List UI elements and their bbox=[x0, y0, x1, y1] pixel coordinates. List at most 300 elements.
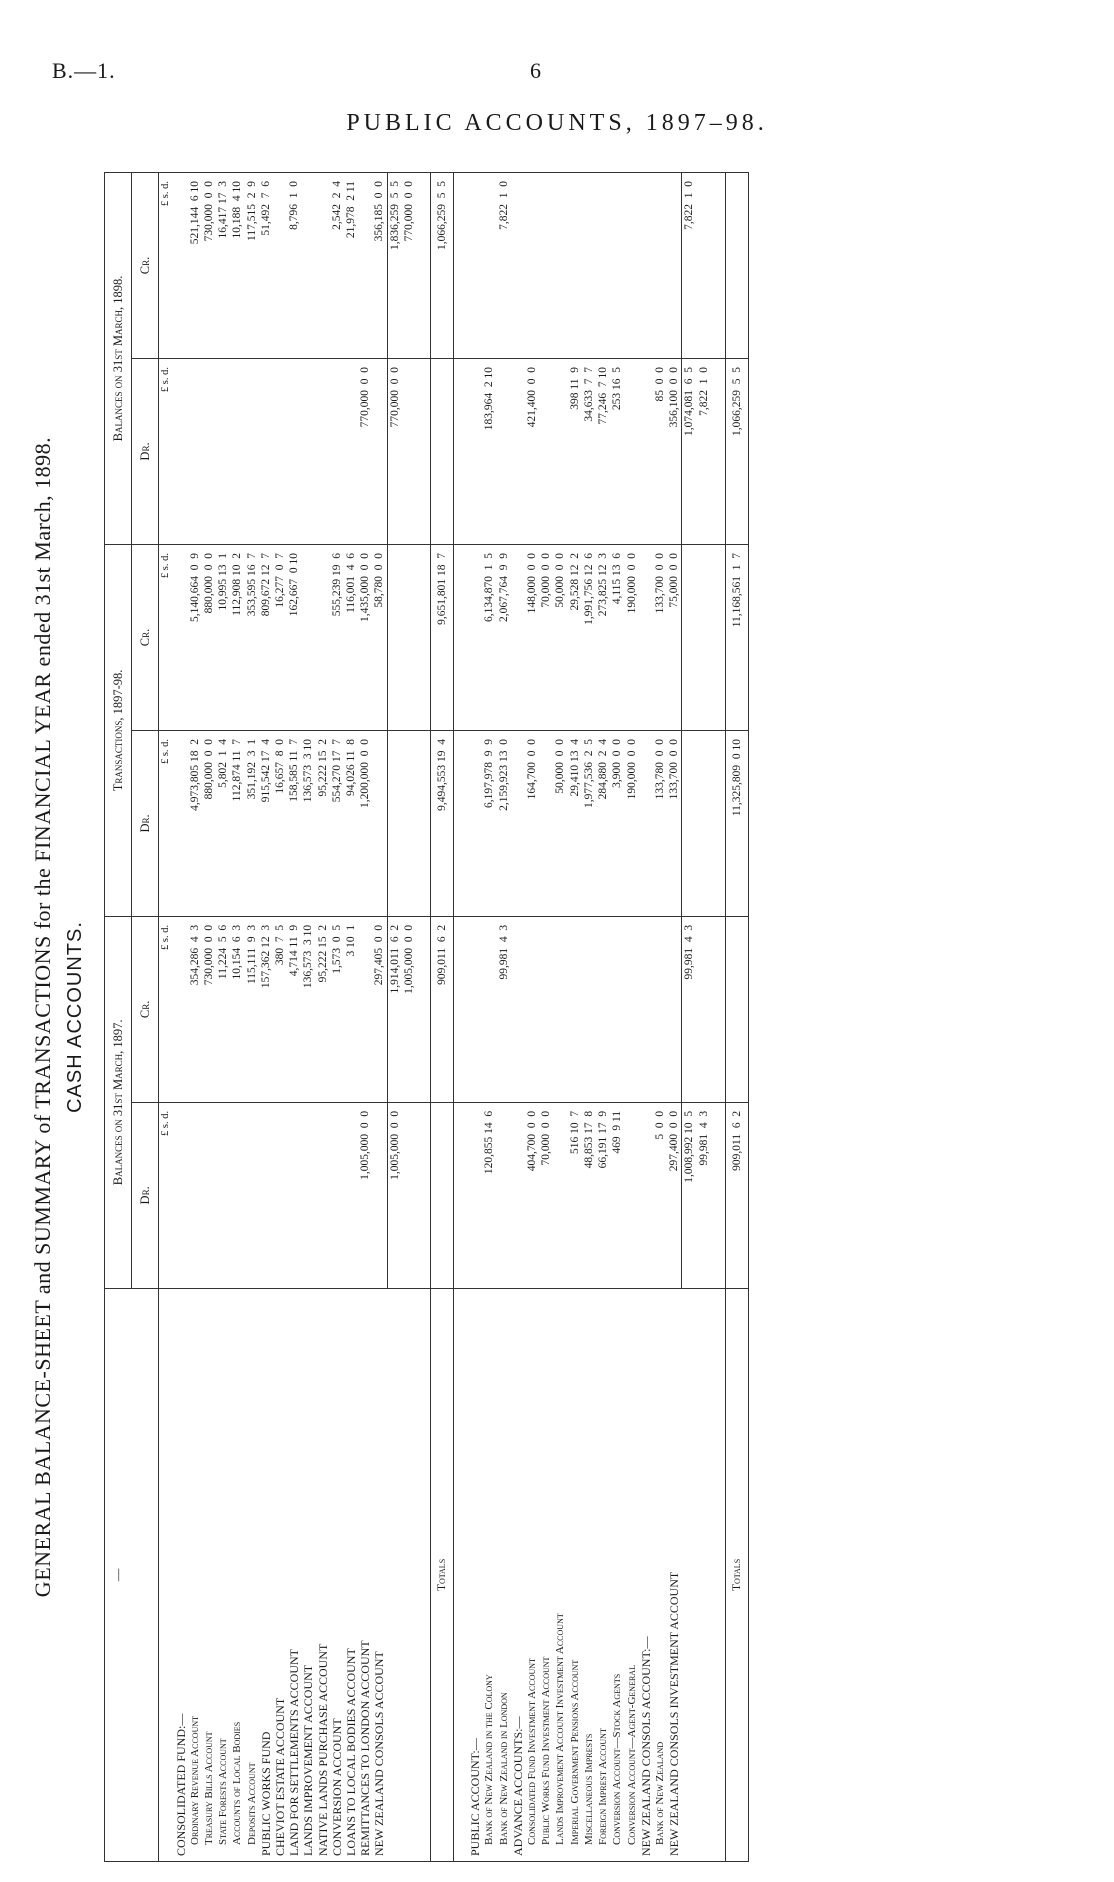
table-row bbox=[245, 173, 259, 1862]
table-row bbox=[667, 173, 682, 1862]
sheet-subtitle: CASH ACCOUNTS. bbox=[64, 921, 86, 1113]
amount-cell bbox=[697, 173, 711, 359]
amount-cell bbox=[582, 916, 596, 1102]
amount-cell bbox=[625, 359, 639, 545]
account-label: NEW ZEALAND CONSOLS INVESTMENT ACCOUNT bbox=[667, 1288, 682, 1861]
amount-cell: 99,981 4 3 bbox=[497, 916, 511, 1102]
amount-cell: 157,362 12 3 bbox=[259, 916, 273, 1102]
account-label: Totals bbox=[431, 1288, 454, 1861]
units-label: £ s. d. bbox=[159, 1102, 174, 1288]
account-label: Bank of New Zealand bbox=[653, 1288, 667, 1861]
amount-cell: 162,667 0 10 bbox=[287, 544, 301, 730]
amount-cell: 112,908 10 2 bbox=[230, 544, 244, 730]
amount-cell: 16,657 8 0 bbox=[273, 730, 287, 916]
amount-cell: 11,224 5 6 bbox=[216, 916, 230, 1102]
amount-cell: 1,005,000 0 0 bbox=[358, 1102, 372, 1288]
account-label: Public Works Fund Investment Account bbox=[539, 1288, 553, 1861]
dr-header: Dr. bbox=[132, 1102, 159, 1288]
amount-cell: 1,991,756 12 6 bbox=[582, 544, 596, 730]
amount-cell: 354,286 4 3 bbox=[188, 916, 202, 1102]
amount-cell: 51,492 7 6 bbox=[259, 173, 273, 359]
amount-cell: 77,246 7 10 bbox=[596, 359, 610, 545]
amount-cell bbox=[468, 730, 482, 916]
amount-cell bbox=[539, 730, 553, 916]
amount-cell: 915,542 17 4 bbox=[259, 730, 273, 916]
amount-cell bbox=[287, 1102, 301, 1288]
amount-cell: 469 9 11 bbox=[610, 1102, 624, 1288]
amount-cell: 115,111 9 3 bbox=[245, 916, 259, 1102]
amount-cell bbox=[316, 173, 330, 359]
amount-cell bbox=[582, 173, 596, 359]
account-label: LAND FOR SETTLEMENTS ACCOUNT bbox=[287, 1288, 301, 1861]
amount-cell: 99,981 4 3 bbox=[682, 916, 697, 1102]
amount-cell bbox=[387, 730, 402, 916]
amount-cell: 133,700 0 0 bbox=[667, 730, 682, 916]
table-row bbox=[525, 173, 539, 1862]
table-row bbox=[568, 173, 582, 1862]
amount-cell bbox=[273, 173, 287, 359]
amount-cell: 148,000 0 0 bbox=[525, 544, 539, 730]
units-label: £ s. d. bbox=[159, 173, 174, 359]
amount-cell: 809,672 12 7 bbox=[259, 544, 273, 730]
amount-cell bbox=[682, 544, 697, 730]
amount-cell: 1,008,992 10 5 bbox=[682, 1102, 697, 1288]
amount-cell bbox=[511, 359, 525, 545]
transactions-header: Transactions, 1897-98. bbox=[105, 544, 132, 916]
amount-cell: 133,780 0 0 bbox=[653, 730, 667, 916]
amount-cell bbox=[330, 359, 344, 545]
amount-cell bbox=[482, 916, 496, 1102]
amount-cell bbox=[725, 916, 748, 1102]
amount-cell: 770,000 0 0 bbox=[358, 359, 372, 545]
account-label: Treasury Bills Account bbox=[202, 1288, 216, 1861]
amount-cell bbox=[216, 1102, 230, 1288]
spacer-row bbox=[711, 173, 726, 1862]
account-label: NATIVE LANDS PURCHASE ACCOUNT bbox=[316, 1288, 330, 1861]
amount-cell: 1,066,259 5 5 bbox=[431, 173, 454, 359]
amount-cell bbox=[653, 173, 667, 359]
amount-cell bbox=[402, 1102, 416, 1288]
amount-cell: 297,400 0 0 bbox=[667, 1102, 682, 1288]
amount-cell bbox=[667, 173, 682, 359]
account-label: Deposits Account bbox=[245, 1288, 259, 1861]
amount-cell bbox=[273, 359, 287, 545]
table-row bbox=[582, 173, 596, 1862]
amount-cell: 4,714 11 9 bbox=[287, 916, 301, 1102]
amount-cell: 5,802 1 4 bbox=[216, 730, 230, 916]
amount-cell: 2,067,764 9 9 bbox=[497, 544, 511, 730]
account-label: Bank of New Zealand in London bbox=[497, 1288, 511, 1861]
page-number: 6 bbox=[530, 58, 541, 83]
amount-cell bbox=[402, 359, 416, 545]
amount-cell bbox=[259, 359, 273, 545]
amount-cell bbox=[610, 916, 624, 1102]
account-label: PUBLIC WORKS FUND bbox=[259, 1288, 273, 1861]
amount-cell bbox=[468, 916, 482, 1102]
amount-cell bbox=[202, 359, 216, 545]
amount-cell: 70,000 0 0 bbox=[539, 1102, 553, 1288]
amount-cell: 1,914,011 6 2 bbox=[387, 916, 402, 1102]
table-row bbox=[539, 173, 553, 1862]
table-row bbox=[482, 173, 496, 1862]
amount-cell: 70,000 0 0 bbox=[539, 544, 553, 730]
amount-cell: 95,222 15 2 bbox=[316, 916, 330, 1102]
amount-cell: 2,542 2 4 bbox=[330, 173, 344, 359]
account-label: Lands Improvement Account Investment Account bbox=[553, 1288, 567, 1861]
table-row bbox=[596, 173, 610, 1862]
amount-cell: 380 7 5 bbox=[273, 916, 287, 1102]
amount-cell: 117,515 2 9 bbox=[245, 173, 259, 359]
amount-cell: 5 0 0 bbox=[653, 1102, 667, 1288]
amount-cell: 880,000 0 0 bbox=[202, 544, 216, 730]
amount-cell: 75,000 0 0 bbox=[667, 544, 682, 730]
account-label: Conversion Account—Agent-General bbox=[625, 1288, 639, 1861]
cr-header: Cr. bbox=[132, 544, 159, 730]
amount-cell bbox=[372, 1102, 387, 1288]
amount-cell bbox=[596, 916, 610, 1102]
amount-cell bbox=[230, 359, 244, 545]
table-row bbox=[372, 173, 387, 1862]
amount-cell bbox=[553, 916, 567, 1102]
amount-cell: 356,185 0 0 bbox=[372, 173, 387, 359]
amount-cell bbox=[568, 916, 582, 1102]
amount-cell bbox=[468, 359, 482, 545]
account-label: Foreign Imprest Account bbox=[596, 1288, 610, 1861]
amount-cell: 10,995 13 1 bbox=[216, 544, 230, 730]
amount-cell: 7,822 1 0 bbox=[497, 173, 511, 359]
account-label: ADVANCE ACCOUNTS:— bbox=[511, 1288, 525, 1861]
amount-cell bbox=[259, 1102, 273, 1288]
amount-cell: 730,000 0 0 bbox=[202, 173, 216, 359]
amount-cell bbox=[511, 916, 525, 1102]
amount-cell: 10,188 4 10 bbox=[230, 173, 244, 359]
amount-cell bbox=[697, 730, 711, 916]
dr-header: Dr. bbox=[132, 359, 159, 545]
amount-cell: 11,325,809 0 10 bbox=[725, 730, 748, 916]
table-body bbox=[159, 173, 749, 1862]
table-row bbox=[316, 173, 330, 1862]
section-heading-row bbox=[511, 173, 525, 1862]
account-label bbox=[682, 1288, 697, 1861]
table-row bbox=[273, 173, 287, 1862]
amount-cell bbox=[625, 916, 639, 1102]
account-label: Totals bbox=[725, 1288, 748, 1861]
amount-cell: 158,585 11 7 bbox=[287, 730, 301, 916]
amount-cell bbox=[316, 359, 330, 545]
amount-cell: 1,200,000 0 0 bbox=[358, 730, 372, 916]
account-label: CHEVIOT ESTATE ACCOUNT bbox=[273, 1288, 287, 1861]
amount-cell bbox=[468, 544, 482, 730]
amount-cell bbox=[511, 1102, 525, 1288]
amount-cell: 284,880 2 4 bbox=[596, 730, 610, 916]
amount-cell: 66,191 17 9 bbox=[596, 1102, 610, 1288]
amount-cell bbox=[639, 1102, 653, 1288]
table-row bbox=[497, 173, 511, 1862]
amount-cell: 555,239 19 6 bbox=[330, 544, 344, 730]
amount-cell bbox=[596, 173, 610, 359]
amount-cell bbox=[402, 544, 416, 730]
units-label: £ s. d. bbox=[159, 544, 174, 730]
amount-cell: 4,973,805 18 2 bbox=[188, 730, 202, 916]
amount-cell bbox=[725, 173, 748, 359]
amount-cell bbox=[682, 730, 697, 916]
balances-1898-header: Balances on 31st March, 1898. bbox=[105, 173, 132, 545]
amount-cell: 6,134,870 1 5 bbox=[482, 544, 496, 730]
amount-cell: 85 0 0 bbox=[653, 359, 667, 545]
section-heading-row bbox=[174, 173, 188, 1862]
amount-cell bbox=[431, 1102, 454, 1288]
amount-cell: 1,005,000 0 0 bbox=[402, 916, 416, 1102]
amount-cell: 7,822 1 0 bbox=[697, 359, 711, 545]
amount-cell bbox=[230, 1102, 244, 1288]
amount-cell: 770,000 0 0 bbox=[387, 359, 402, 545]
amount-cell bbox=[202, 1102, 216, 1288]
account-label: State Forests Account bbox=[216, 1288, 230, 1861]
totals-row bbox=[431, 173, 454, 1862]
table-row bbox=[287, 173, 301, 1862]
balance-sheet-table bbox=[104, 172, 749, 1862]
amount-cell bbox=[497, 359, 511, 545]
amount-cell bbox=[625, 1102, 639, 1288]
amount-cell bbox=[188, 1102, 202, 1288]
account-label: CONVERSION ACCOUNT bbox=[330, 1288, 344, 1861]
amount-cell: 190,000 0 0 bbox=[625, 544, 639, 730]
account-label: PUBLIC ACCOUNT:— bbox=[468, 1288, 482, 1861]
table-row bbox=[344, 173, 358, 1862]
amount-cell bbox=[316, 544, 330, 730]
amount-cell bbox=[358, 173, 372, 359]
amount-cell: 16,277 0 7 bbox=[273, 544, 287, 730]
amount-cell: 8,796 1 0 bbox=[287, 173, 301, 359]
amount-cell bbox=[216, 359, 230, 545]
amount-cell: 1,573 0 5 bbox=[330, 916, 344, 1102]
table-row bbox=[330, 173, 344, 1862]
amount-cell: 7,822 1 0 bbox=[682, 173, 697, 359]
amount-cell: 9,651,801 18 7 bbox=[431, 544, 454, 730]
sheet-title: GENERAL BALANCE-SHEET and SUMMARY of TRANSACTIONS for the FINANCIAL YEAR ended 31st March, 1898. bbox=[30, 436, 55, 1598]
account-label: Accounts of Local Bodies bbox=[230, 1288, 244, 1861]
amount-cell: 909,011 6 2 bbox=[431, 916, 454, 1102]
amount-cell bbox=[188, 359, 202, 545]
amount-cell bbox=[539, 359, 553, 545]
section-heading-row bbox=[468, 173, 482, 1862]
amount-cell bbox=[273, 1102, 287, 1288]
account-label: Ordinary Revenue Account bbox=[188, 1288, 202, 1861]
amount-cell: 4,115 13 6 bbox=[610, 544, 624, 730]
amount-cell: 253 16 5 bbox=[610, 359, 624, 545]
account-label: NEW ZEALAND CONSOLS ACCOUNT bbox=[372, 1288, 387, 1861]
amount-cell bbox=[511, 730, 525, 916]
amount-cell: 353,595 16 7 bbox=[245, 544, 259, 730]
amount-cell bbox=[316, 1102, 330, 1288]
amount-cell: 16,417 17 3 bbox=[216, 173, 230, 359]
amount-cell: 11,168,561 1 7 bbox=[725, 544, 748, 730]
amount-cell bbox=[639, 730, 653, 916]
amount-cell: 94,026 11 8 bbox=[344, 730, 358, 916]
table-row bbox=[216, 173, 230, 1862]
amount-cell: 29,528 12 2 bbox=[568, 544, 582, 730]
amount-cell: 116,001 4 6 bbox=[344, 544, 358, 730]
amount-cell: 183,964 2 10 bbox=[482, 359, 496, 545]
account-label: Miscellaneous Imprests bbox=[582, 1288, 596, 1861]
amount-cell: 190,000 0 0 bbox=[625, 730, 639, 916]
table-row bbox=[610, 173, 624, 1862]
amount-cell bbox=[639, 173, 653, 359]
amount-cell bbox=[344, 359, 358, 545]
amount-cell bbox=[468, 1102, 482, 1288]
dr-header: Dr. bbox=[132, 730, 159, 916]
units-label: £ s. d. bbox=[159, 730, 174, 916]
amount-cell: 2,159,923 13 0 bbox=[497, 730, 511, 916]
amount-cell bbox=[301, 173, 315, 359]
amount-cell: 48,853 17 8 bbox=[582, 1102, 596, 1288]
amount-cell: 95,222 15 2 bbox=[316, 730, 330, 916]
amount-cell: 398 11 9 bbox=[568, 359, 582, 545]
amount-cell: 10,154 6 3 bbox=[230, 916, 244, 1102]
sum-row bbox=[682, 173, 697, 1862]
amount-cell: 21,978 2 11 bbox=[344, 173, 358, 359]
section-heading-row bbox=[639, 173, 653, 1862]
table-row bbox=[358, 173, 372, 1862]
document-reference: B.—1. bbox=[52, 58, 116, 83]
units-label: £ s. d. bbox=[159, 916, 174, 1102]
totals-row bbox=[725, 173, 748, 1862]
amount-cell: 136,573 3 10 bbox=[301, 916, 315, 1102]
amount-cell bbox=[539, 916, 553, 1102]
amount-cell bbox=[468, 173, 482, 359]
amount-cell: 3,900 0 0 bbox=[610, 730, 624, 916]
amount-cell bbox=[511, 544, 525, 730]
cr-header: Cr. bbox=[132, 173, 159, 359]
amount-cell bbox=[539, 173, 553, 359]
spacer-row bbox=[454, 173, 469, 1862]
description-header: — bbox=[105, 1288, 159, 1861]
amount-cell bbox=[402, 730, 416, 916]
sum-row bbox=[402, 173, 416, 1862]
amount-cell bbox=[525, 916, 539, 1102]
amount-cell bbox=[344, 1102, 358, 1288]
amount-cell: 421,400 0 0 bbox=[525, 359, 539, 545]
units-label: £ s. d. bbox=[159, 359, 174, 545]
account-label: Conversion Account—Stock Agents bbox=[610, 1288, 624, 1861]
amount-cell: 521,144 6 10 bbox=[188, 173, 202, 359]
amount-cell bbox=[610, 173, 624, 359]
table-row bbox=[553, 173, 567, 1862]
cr-header: Cr. bbox=[132, 916, 159, 1102]
amount-cell: 50,000 0 0 bbox=[553, 730, 567, 916]
amount-cell bbox=[511, 173, 525, 359]
amount-cell: 1,066,259 5 5 bbox=[725, 359, 748, 545]
amount-cell bbox=[387, 544, 402, 730]
amount-cell bbox=[639, 359, 653, 545]
amount-cell: 516 10 7 bbox=[568, 1102, 582, 1288]
table-row bbox=[202, 173, 216, 1862]
amount-cell bbox=[431, 359, 454, 545]
amount-cell: 730,000 0 0 bbox=[202, 916, 216, 1102]
amount-cell: 112,874 11 7 bbox=[230, 730, 244, 916]
table-row bbox=[301, 173, 315, 1862]
amount-cell bbox=[497, 1102, 511, 1288]
amount-cell bbox=[245, 359, 259, 545]
amount-cell: 1,977,536 2 5 bbox=[582, 730, 596, 916]
amount-cell bbox=[372, 730, 387, 916]
amount-cell: 356,100 0 0 bbox=[667, 359, 682, 545]
amount-cell: 880,000 0 0 bbox=[202, 730, 216, 916]
table-row bbox=[653, 173, 667, 1862]
sum-row bbox=[697, 173, 711, 1862]
account-label: Bank of New Zealand in the Colony bbox=[482, 1288, 496, 1861]
amount-cell bbox=[639, 544, 653, 730]
amount-cell bbox=[697, 916, 711, 1102]
account-label: Consolidated Fund Investment Account bbox=[525, 1288, 539, 1861]
amount-cell bbox=[330, 1102, 344, 1288]
amount-cell bbox=[301, 544, 315, 730]
amount-cell: 1,836,259 5 5 bbox=[387, 173, 402, 359]
units-row bbox=[159, 173, 174, 1862]
amount-cell bbox=[653, 916, 667, 1102]
amount-cell bbox=[358, 916, 372, 1102]
amount-cell bbox=[525, 173, 539, 359]
amount-cell bbox=[301, 359, 315, 545]
table-row bbox=[188, 173, 202, 1862]
amount-cell: 120,855 14 6 bbox=[482, 1102, 496, 1288]
amount-cell: 9,494,553 19 4 bbox=[431, 730, 454, 916]
amount-cell: 5,140,664 0 9 bbox=[188, 544, 202, 730]
amount-cell: 297,405 0 0 bbox=[372, 916, 387, 1102]
amount-cell: 909,011 6 2 bbox=[725, 1102, 748, 1288]
spacer-row bbox=[416, 173, 431, 1862]
consolidated-fund-heading: CONSOLIDATED FUND:— bbox=[174, 1288, 188, 1861]
amount-cell bbox=[553, 359, 567, 545]
amount-cell: 1,074,081 6 5 bbox=[682, 359, 697, 545]
balances-1897-header: Balances on 31st March, 1897. bbox=[105, 916, 132, 1288]
amount-cell: 164,700 0 0 bbox=[525, 730, 539, 916]
amount-cell bbox=[667, 916, 682, 1102]
amount-cell: 99,981 4 3 bbox=[697, 1102, 711, 1288]
amount-cell: 1,435,000 0 0 bbox=[358, 544, 372, 730]
amount-cell: 351,192 3 1 bbox=[245, 730, 259, 916]
amount-cell: 34,633 7 7 bbox=[582, 359, 596, 545]
amount-cell bbox=[245, 1102, 259, 1288]
amount-cell bbox=[553, 1102, 567, 1288]
table-row bbox=[259, 173, 273, 1862]
account-label: Imperial Government Pensions Account bbox=[568, 1288, 582, 1861]
amount-cell: 554,270 17 7 bbox=[330, 730, 344, 916]
amount-cell: 1,005,000 0 0 bbox=[387, 1102, 402, 1288]
amount-cell: 133,700 0 0 bbox=[653, 544, 667, 730]
account-label bbox=[402, 1288, 416, 1861]
amount-cell bbox=[372, 359, 387, 545]
amount-cell: 404,700 0 0 bbox=[525, 1102, 539, 1288]
amount-cell: 6,197,978 9 9 bbox=[482, 730, 496, 916]
amount-cell bbox=[625, 173, 639, 359]
account-label: LANDS IMPROVEMENT ACCOUNT bbox=[301, 1288, 315, 1861]
amount-cell bbox=[287, 359, 301, 545]
account-label: NEW ZEALAND CONSOLS ACCOUNT:— bbox=[639, 1288, 653, 1861]
amount-cell: 50,000 0 0 bbox=[553, 544, 567, 730]
amount-cell: 3 10 1 bbox=[344, 916, 358, 1102]
amount-cell bbox=[482, 173, 496, 359]
amount-cell bbox=[553, 173, 567, 359]
amount-cell bbox=[697, 544, 711, 730]
amount-cell bbox=[301, 1102, 315, 1288]
sum-row bbox=[387, 173, 402, 1862]
account-label bbox=[387, 1288, 402, 1861]
table-row bbox=[230, 173, 244, 1862]
amount-cell bbox=[568, 173, 582, 359]
account-label bbox=[697, 1288, 711, 1861]
amount-cell bbox=[639, 916, 653, 1102]
